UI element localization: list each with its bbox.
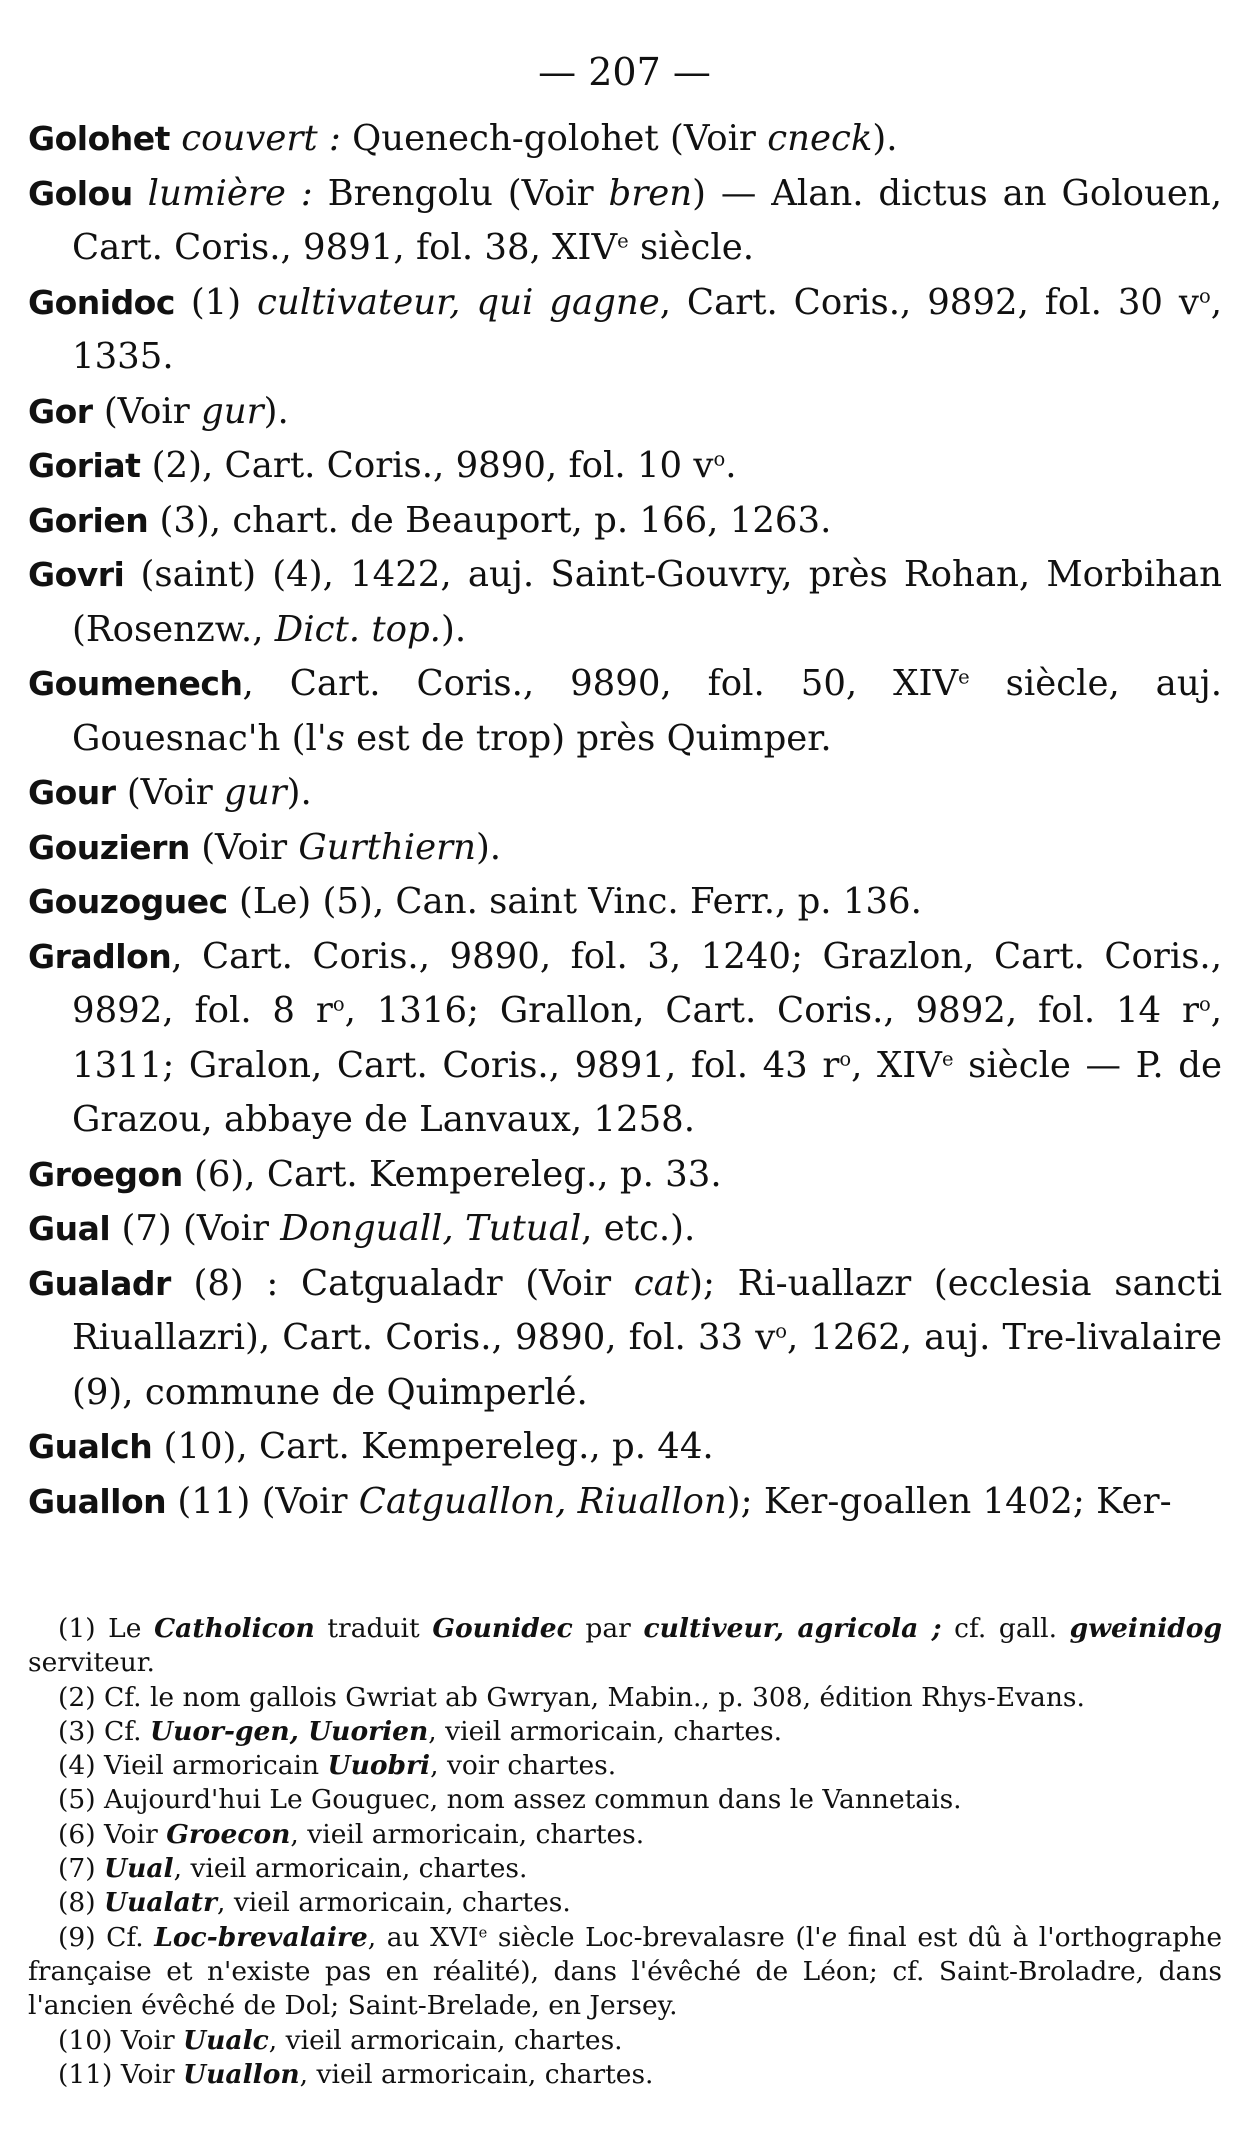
entry-gual: Gual (7) (Voir Donguall, Tutual, etc.). — [28, 1208, 696, 1249]
headword: Goumenech — [28, 664, 243, 703]
footnote-9: (9) Cf. Loc-brevalaire, au XVIe siècle Loc-brevalasre (l'e final est dû à l'orthographe française et n'existe pas en réalité), dans l'évêché de Léon; cf. Saint-Broladre, dans l'ancien évêché de Dol; Saint-Brelade, en Jersey. — [28, 1921, 1223, 2022]
entry-gorien: Gorien (3), chart. de Beauport, p. 166, 1263. — [28, 499, 832, 541]
footnote-7: (7) Uual, vieil armoricain, chartes. — [58, 1853, 528, 1885]
headword: Gorien — [28, 500, 149, 540]
footnote-5: (5) Aujourd'hui Le Gouguec, nom assez commun dans le Vannetais. — [58, 1784, 962, 1816]
headword: Gor — [28, 391, 93, 431]
headword: Gual — [28, 1209, 111, 1248]
headword: Gour — [28, 773, 116, 812]
footnote-6: (6) Voir Groecon, vieil armoricain, chartes. — [58, 1818, 645, 1850]
entry-gor: Gor (Voir gur). — [28, 390, 289, 432]
footnotes — [28, 1612, 1222, 2092]
headword: Gualch — [28, 1427, 153, 1466]
entry-golou: Golou lumière : Brengolu (Voir bren) — Alan. dictus an Golouen, Cart. Coris., 9891, fol. 38, XIVe siècle. — [28, 172, 1222, 268]
headword: Gualadr — [28, 1263, 171, 1303]
entry-golohet: Golohet couvert : Quenech-golohet (Voir cneck). — [28, 118, 898, 159]
dictionary-entries — [28, 112, 1222, 1529]
entry-gouziern: Gouziern (Voir Gurthiern). — [28, 826, 502, 868]
entry-gouzoguec: Gouzoguec (Le) (5), Can. saint Vinc. Ferr., p. 136. — [28, 881, 922, 922]
entry-gualch: Gualch (10), Cart. Kempereleg., p. 44. — [28, 1426, 714, 1467]
entry-gualadr: Gualadr (8) : Catgualadr (Voir cat); Ri-uallazr (ecclesia sancti Riuallazri), Cart. Coris., 9890, fol. 33 $v^o$, 1262, auj. Tre-livalaire (9), commune de Quimperlé. — [28, 1262, 1222, 1413]
footnote-11: (11) Voir Uuallon, vieil armoricain, chartes. — [58, 2058, 654, 2090]
headword: Gouzoguec — [28, 882, 228, 921]
headword: Guallon — [28, 1481, 167, 1521]
footnote-4: (4) Vieil armoricain Uuobri, voir chartes. — [58, 1750, 617, 1782]
entry-gonidoc: Gonidoc (1) cultivateur, qui gagne, Cart. Coris., 9892, fol. 30 $v^o$, 1335. — [28, 281, 1222, 377]
entry-goumenech: Goumenech, Cart. Coris., 9890, fol. 50, XIVe siècle, auj. Gouesnac'h (l's est de trop) près Quimper. — [28, 663, 1223, 759]
footnote-8: (8) Uualatr, vieil armoricain, chartes. — [58, 1887, 571, 1919]
entry-groegon: Groegon (6), Cart. Kempereleg., p. 33. — [28, 1153, 722, 1195]
headword: Gonidoc — [28, 282, 175, 322]
page-number: — 207 — — [538, 50, 711, 94]
footnote-10: (10) Voir Uualc, vieil armoricain, chartes. — [58, 2024, 623, 2056]
footnote-3: (3) Cf. Uuor-gen, Uuorien, vieil armoricain, chartes. — [58, 1715, 783, 1747]
entry-gradlon: Gradlon, Cart. Coris., 9890, fol. 3, 1240; Grazlon, Cart. Coris., 9892, fol. 8 $r^o$, 1316; Grallon, Cart. Coris., 9892, fol. 14 $r^o$, 1311; Gralon, Cart. Coris., 9891, fol. 43 $r^o$, XIVe siècle — P. de Grazou, abbaye de Lanvaux, 1258. — [28, 935, 1222, 1140]
headword: Gradlon — [28, 936, 172, 976]
entry-guallon: Guallon (11) (Voir Catguallon, Riuallon); Ker-goallen 1402; Ker- — [28, 1480, 1172, 1522]
headword: Goriat — [28, 446, 141, 485]
headword: Gouziern — [28, 827, 190, 867]
footnote-2: (2) Cf. le nom gallois Gwriat ab Gwryan, Mabin., p. 308, édition Rhys-Evans. — [58, 1681, 1085, 1713]
entry-gour: Gour (Voir gur). — [28, 772, 312, 813]
headword: Golou — [28, 173, 133, 213]
headword: Groegon — [28, 1154, 183, 1194]
entry-goriat: Goriat (2), Cart. Coris., 9890, fol. 10 $v^o$. — [28, 445, 737, 486]
footnote-1: (1) Le Catholicon traduit Gounidec par cultiveur, agricola ; cf. gall. gweinidog serviteur. — [28, 1613, 1223, 1679]
entry-govri: Govri (saint) (4), 1422, auj. Saint-Gouvry, près Rohan, Morbihan (Rosenzw., Dict. top.). — [28, 554, 1222, 650]
headword: Govri — [28, 555, 125, 594]
headword: Golohet — [28, 119, 170, 158]
